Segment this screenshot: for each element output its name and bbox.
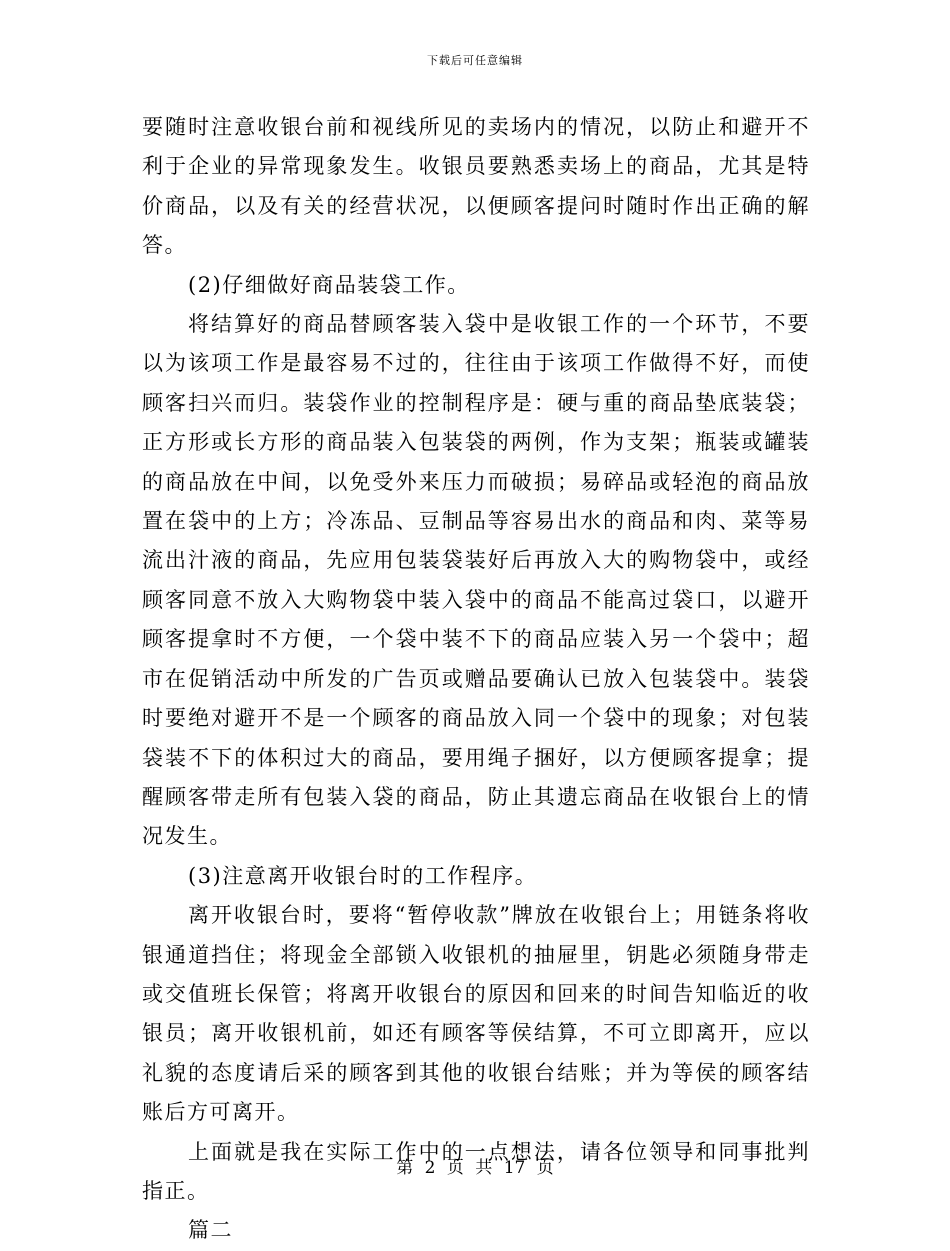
paragraph-leaving: 离开收银台时，要将“暂停收款”牌放在收银台上；用链条将收银通道挡住；将现金全部锁入收银机的抽屉里，钥匙必须随身带走或交值班长保管；将离开收银台的原因和回来的时间告知临近的收银员；离开收银机前，如还有顾客等侯结算，不可立即离开，应以礼貌的态度请后采的顾客到其他的收银台结账；并为等侯的顾客结账后方可离开。 (142, 903, 810, 1125)
paragraph-continuation: 要随时注意收银台前和视线所见的卖场内的情况，以防止和避开不利于企业的异常现象发生。收银员要熟悉卖场上的商品，尤其是特价商品，以及有关的经营状况，以便顾客提问时随时作出正确的解答。 (142, 115, 810, 258)
page-number: 第 2 页 共 17 页 (396, 1158, 554, 1178)
document-body (142, 108, 810, 1251)
section-heading-bagging: (2)仔细做好商品装袋工作。 (188, 272, 470, 297)
paragraph-bagging: 将结算好的商品替顾客装入袋中是收银工作的一个环节，不要以为该项工作是最容易不过的，往往由于该项工作做得不好，而使顾客扫兴而归。装袋作业的控制程序是：硬与重的商品垫底装袋；正方形或长方形的商品装入包装袋的两例，作为支架；瓶装或罐装的商品放在中间，以免受外来压力而破损；易碎品或轻泡的商品放置在袋中的上方；冷冻品、豆制品等容易出水的商品和肉、菜等易流出汁液的商品，先应用包装袋装好后再放入大的购物袋中，或经顾客同意不放入大购物袋中装入袋中的商品不能高过袋口，以避开顾客提拿时不方便，一个袋中装不下的商品应装入另一个袋中；超市在促销活动中所发的广告页或赠品要确认已放入包装袋中。装袋时要绝对避开不是一个顾客的商品放入同一个袋中的现象；对包装袋装不下的体积过大的商品，要用绳子捆好，以方便顾客提拿；提醒顾客带走所有包装入袋的商品，防止其遗忘商品在收银台上的情况发生。 (142, 312, 810, 849)
section-heading-leaving: (3)注意离开收银台时的工作程序。 (188, 863, 538, 888)
page-header: 下载后可任意编辑 (427, 54, 523, 67)
paragraph-closing: 上面就是我在实际工作中的一点想法，请各位领导和同事批判指正。 (142, 1139, 810, 1203)
section-title-part-two: 篇二 (188, 1218, 233, 1243)
